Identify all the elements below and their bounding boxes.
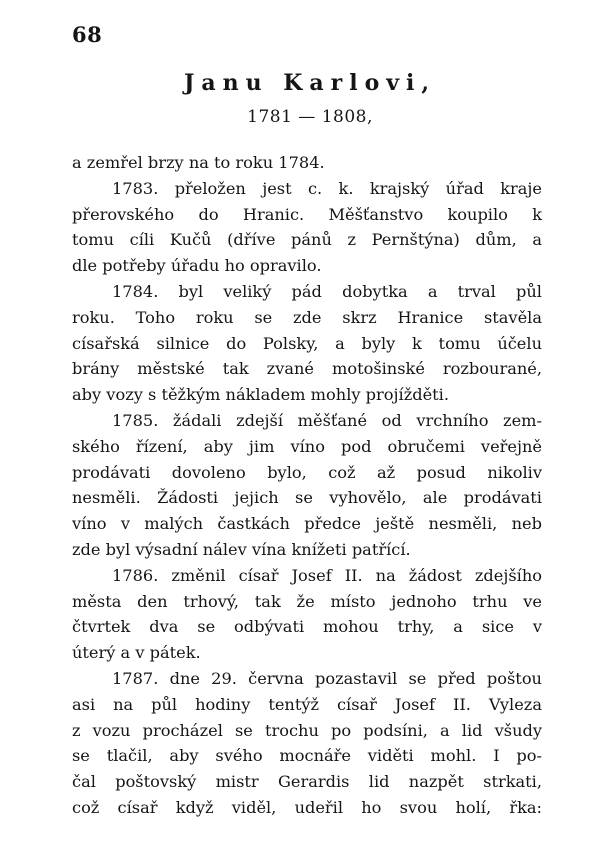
- text-line: a zemřel brzy na to roku 1784.: [72, 153, 325, 172]
- text-line: zde byl výsadní nálev vína knížeti patřící.: [72, 539, 411, 559]
- text-line: 1784. byl veliký pád dobytka a trval půl: [112, 281, 542, 301]
- text-line: 1783. přeložen jest c. k. krajský úřad kraje: [112, 178, 542, 198]
- text-line: což císař když viděl, udeřil ho svou holí, řka:: [72, 797, 542, 817]
- text-line: tomu cíli Kučů (dříve pánů z Pernštýna) dům, a: [72, 230, 542, 250]
- text-line: se tlačil, aby svého mocnáře viděti mohl. I po-: [72, 746, 542, 766]
- text-line: ského řízení, aby jim víno pod obručemi veřejně: [72, 436, 542, 456]
- text-line: města den trhový, tak že místo jednoho trhu ve: [72, 591, 542, 611]
- text-line: úterý a v pátek.: [72, 643, 201, 663]
- text-line: dle potřeby úřadu ho opravilo.: [72, 256, 322, 276]
- chapter-heading: Janu Karlovi,: [183, 70, 437, 96]
- text-line: nesměli. Žádosti jejich se vyhovělo, ale prodávati: [72, 488, 542, 508]
- body-text: [72, 150, 542, 821]
- text-line: aby vozy s těžkým nákladem mohly projížděti.: [72, 385, 450, 405]
- text-line: víno v malých častkách předce ještě nesměli, neb: [72, 514, 542, 534]
- text-line: brány městské tak zvané motošinské rozbourané,: [72, 359, 542, 379]
- text-line: prodávati dovoleno bylo, což až posud nikoliv: [72, 462, 542, 482]
- text-line: čtvrtek dva se odbývati mohou trhy, a sice v: [72, 617, 542, 637]
- reign-years: 1781 — 1808,: [247, 107, 373, 127]
- text-line: 1786. změnil císař Josef II. na žádost zdejšího: [112, 565, 542, 585]
- text-line: 1787. dne 29. června pozastavil se před poštou: [112, 668, 542, 688]
- text-line: přerovského do Hranic. Měšťanstvo koupilo k: [72, 204, 542, 224]
- text-line: císařská silnice do Polsky, a byly k tomu účelu: [72, 333, 542, 353]
- text-line: asi na půl hodiny tentýž císař Josef II. Vyleza: [72, 694, 542, 714]
- text-line: roku. Toho roku se zde skrz Hranice stavěla: [72, 307, 542, 327]
- page-number: 68: [72, 22, 103, 47]
- text-line: 1785. žádali zdejší měšťané od vrchního zem-: [112, 410, 542, 430]
- text-line: z vozu procházel se trochu po podsíni, a lid všudy: [72, 720, 542, 740]
- text-line: čal poštovský mistr Gerardis lid nazpět strkati,: [72, 772, 542, 792]
